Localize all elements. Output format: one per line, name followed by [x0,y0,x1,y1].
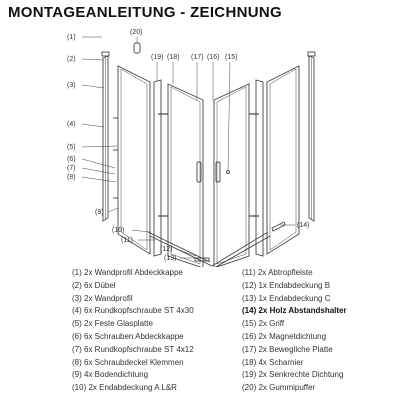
right-wall-profile [308,52,315,221]
legend-item-12: (12) 1x Endabdeckung B [242,280,331,290]
legend-item-8: (8) 6x Schraubdeckel Klemmen [72,357,184,367]
callout-1: (1) [67,34,76,41]
callout-18: (18) [167,54,180,61]
callout-7: (7) [67,165,76,172]
legend-item-2: (2) 6x Dübel [72,280,116,290]
callout-4: (4) [67,121,76,128]
callout-13: (13) [164,255,177,262]
legend-item-19: (19) 2x Senkrechte Dichtung [242,370,344,380]
right-door-panel [214,80,263,267]
callout-10: (10) [112,227,125,234]
legend-item-4: (4) 6x Rundkopfschraube ST 4x30 [72,306,194,316]
legend-item-13: (13) 1x Endabdeckung C [242,293,331,303]
legend-item-20: (20) 2x Gummipuffer [242,383,316,393]
door-handles [197,162,230,182]
legend-item-15: (15) 2x Griff [242,319,285,329]
legend-item-18: (18) 4x Scharnier [242,357,304,367]
callout-6: (6) [67,156,76,163]
callout-14: (14) [297,222,310,229]
legend-item-16: (16) 2x Magnetdichtung [242,331,327,341]
legend-item-1: (1) 2x Wandprofil Abdeckkappe [72,268,183,277]
legend-item-17: (17) 2x Bewegliche Platte [242,344,333,354]
callout-12: (12) [160,246,173,253]
callout-8: (8) [67,174,76,181]
callout-16: (16) [207,54,220,61]
rubber-buffer [134,43,140,53]
callout-17: (17) [191,54,204,61]
callout-19: (19) [151,54,164,61]
legend-item-10: (10) 2x Endabdeckung A L&R [72,383,177,393]
callout-9: (9) [95,209,104,216]
callout-2: (2) [67,56,76,63]
legend-item-14: (14) 2x Holz Abstandshalter [242,306,347,316]
callout-20: (20) [130,29,143,36]
legend-item-5: (5) 2x Feste Glasplatte [72,319,153,329]
exploded-assembly-drawing [0,22,400,267]
callout-15: (15) [225,54,238,61]
parts-legend [72,268,400,394]
callout-3: (3) [67,82,76,89]
legend-item-9: (9) 4x Bodendichtung [72,370,149,380]
callout-5: (5) [67,144,76,151]
legend-item-6: (6) 6x Schrauben Abdeckkappe [72,331,184,341]
wall-profile-cap [102,52,109,56]
page-title: MONTAGEANLEITUNG - ZEICHNUNG [8,4,282,21]
legend-item-7: (7) 6x Rundkopfschraube ST 4x12 [72,344,194,354]
left-wall-profile [102,52,109,221]
left-fixed-glass [113,66,150,254]
legend-item-3: (3) 2x Wandprofil [72,293,133,303]
callout-11: (11) [121,237,133,244]
legend-item-11: (11) 2x Abtropfleiste [242,268,313,277]
